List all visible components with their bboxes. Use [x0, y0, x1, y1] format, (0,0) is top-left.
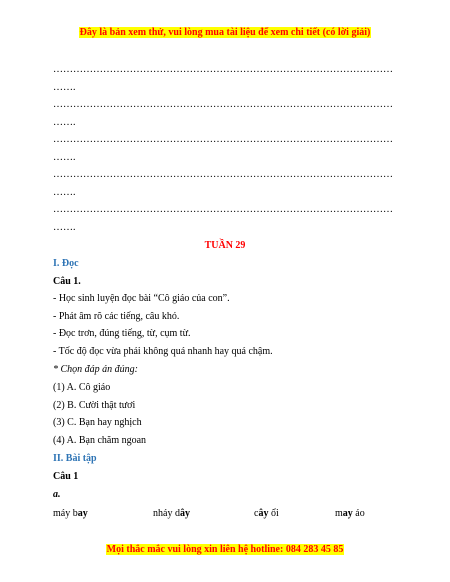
dotted-line: …………………………………………………………………………………………: [53, 169, 393, 180]
dotted-line-continuation: …….: [53, 187, 76, 198]
reading-question: Câu 1.: [53, 276, 81, 287]
exercise-question: Câu 1: [53, 471, 79, 482]
word-prefix: máy b: [53, 508, 78, 519]
reading-bullet: - Phát âm rõ các tiếng, câu khó.: [53, 311, 180, 322]
word-prefix: m: [335, 508, 343, 519]
dotted-line-continuation: …….: [53, 82, 76, 93]
word-rhyme: ay: [342, 508, 353, 519]
answer-item: (3) C. Bạn hay nghịch: [53, 417, 142, 428]
week-title: TUẦN 29: [204, 240, 246, 251]
dotted-line: …………………………………………………………………………………………: [53, 64, 393, 75]
word-suffix: áo: [352, 508, 365, 519]
word-item: [53, 508, 88, 519]
exercise-heading: II. Bài tập: [53, 453, 97, 464]
word-prefix: c: [254, 508, 259, 519]
choose-answer-label: * Chọn đáp án đúng:: [53, 364, 138, 375]
word-rhyme: ây: [258, 508, 269, 519]
dotted-line-continuation: …….: [53, 117, 76, 128]
word-prefix: nháy d: [153, 508, 180, 519]
dotted-line-continuation: …….: [53, 222, 76, 233]
reading-bullet: - Tốc độ đọc vừa phải không quá nhanh hay quá chậm.: [53, 346, 273, 357]
exercise-part-label: a.: [53, 489, 61, 500]
dotted-line: …………………………………………………………………………………………: [53, 204, 393, 215]
reading-bullet: - Học sinh luyện đọc bài “Cô giáo của con”.: [53, 293, 230, 304]
word-item: [254, 508, 279, 519]
word-suffix: ổi: [268, 508, 279, 519]
answer-item: (1) A. Cô giáo: [53, 382, 111, 393]
reading-heading: I. Đọc: [53, 258, 79, 269]
dotted-line: …………………………………………………………………………………………: [53, 134, 393, 145]
answer-item: (2) B. Cười thật tươi: [53, 400, 136, 411]
footer-notice: [0, 544, 450, 555]
dotted-line: …………………………………………………………………………………………: [53, 99, 393, 110]
word-rhyme: ay: [77, 508, 88, 519]
dotted-line-continuation: …….: [53, 152, 76, 163]
header-notice: [0, 27, 450, 38]
reading-bullet: - Đọc trơn, đúng tiếng, từ, cụm từ.: [53, 328, 191, 339]
header-notice-text: Đây là bản xem thử, vui lòng mua tài liệu để xem chi tiết (có lời giải): [79, 27, 371, 38]
word-item: [153, 508, 190, 519]
footer-notice-text: Mọi thắc mắc vui lòng xin liên hệ hotline: 084 283 45 85: [106, 544, 344, 555]
answer-item: (4) A. Bạn chăm ngoan: [53, 435, 147, 446]
word-item: [335, 508, 365, 519]
word-rhyme: ây: [179, 508, 190, 519]
